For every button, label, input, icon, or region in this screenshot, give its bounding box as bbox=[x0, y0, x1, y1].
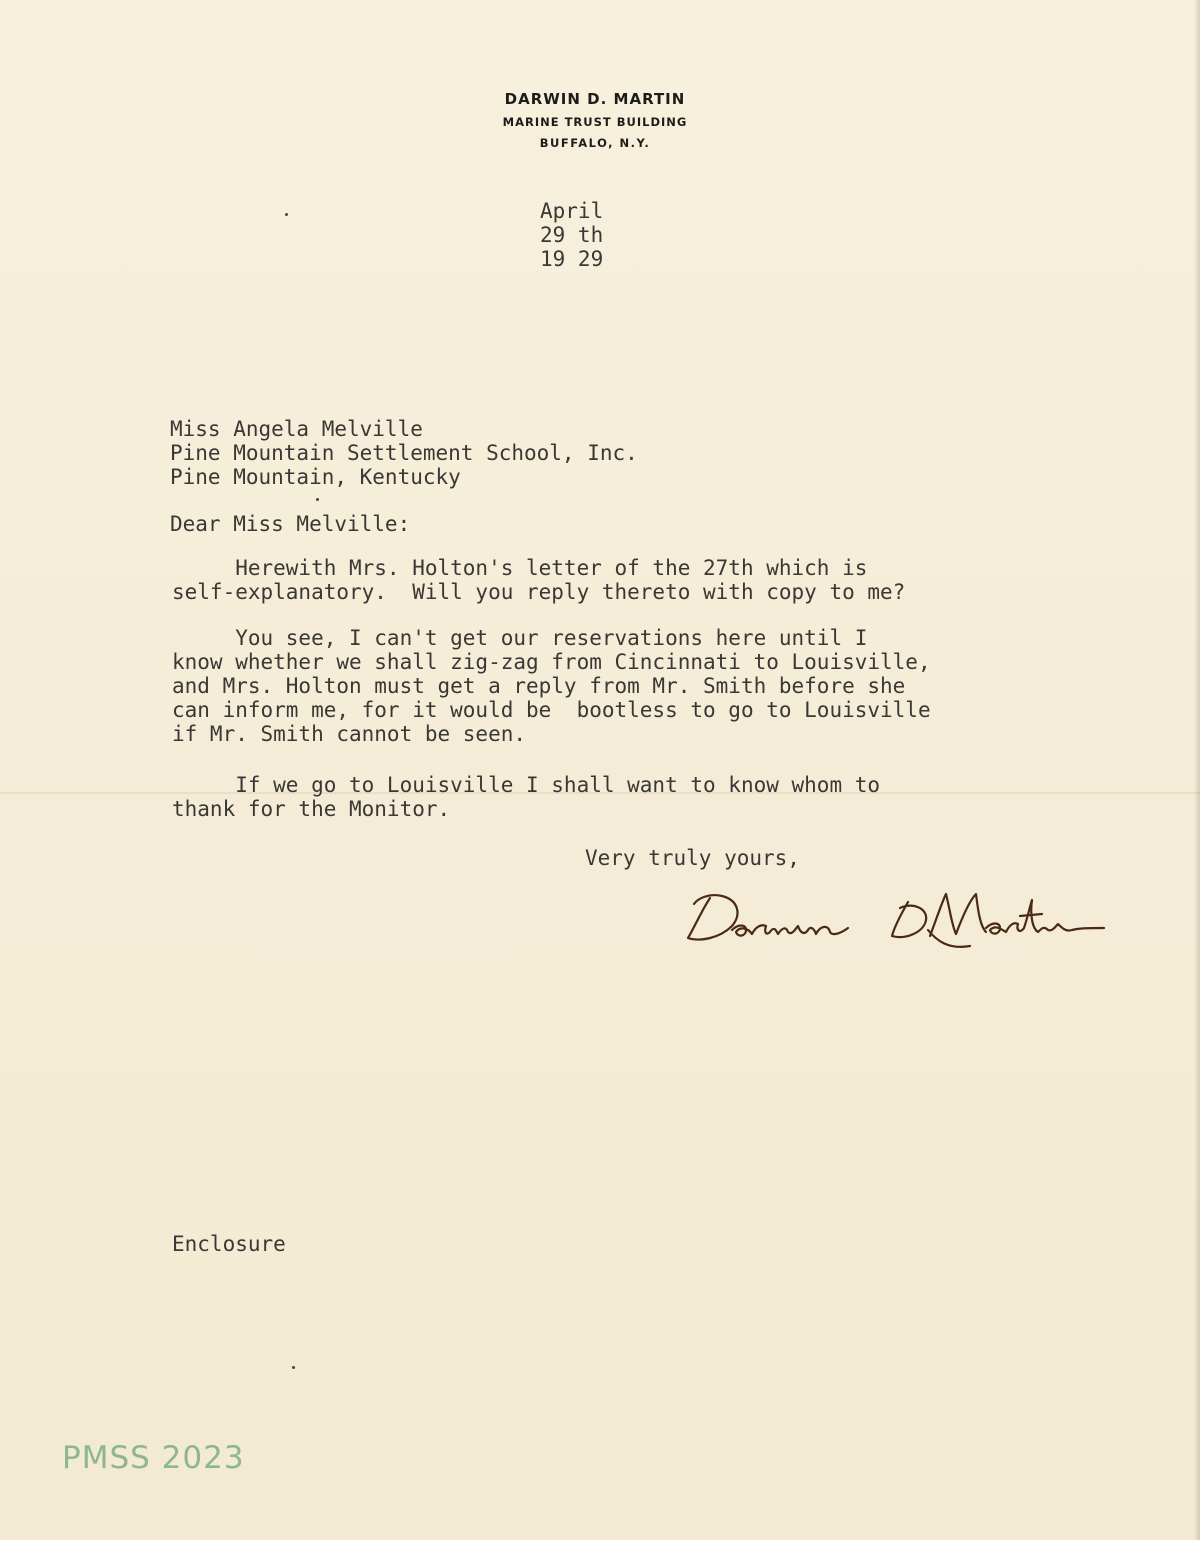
enclosure-note: Enclosure bbox=[172, 1232, 286, 1256]
complimentary-closing: Very truly yours, bbox=[585, 846, 800, 870]
paragraph-line: thank for the Monitor. bbox=[172, 797, 451, 821]
paragraph-line: can inform me, for it would be bootless to go to Louisville bbox=[172, 698, 931, 722]
handwritten-signature bbox=[680, 880, 1110, 960]
date-month: April bbox=[540, 199, 604, 223]
letterhead-building: MARINE TRUST BUILDING bbox=[502, 115, 688, 129]
recipient-name: Miss Angela Melville bbox=[170, 417, 423, 441]
letter-date bbox=[540, 199, 603, 271]
paragraph-line: if Mr. Smith cannot be seen. bbox=[172, 722, 527, 746]
paragraph-1 bbox=[172, 556, 905, 604]
paragraph-line: and Mrs. Holton must get a reply from Mr. Smith before she bbox=[172, 674, 906, 698]
date-day: 29 th bbox=[540, 223, 604, 247]
letterhead-city: BUFFALO, N.Y. bbox=[539, 136, 651, 150]
paper-speck bbox=[316, 498, 319, 501]
letterhead-name: DARWIN D. MARTIN bbox=[504, 90, 686, 108]
paragraph-3 bbox=[172, 773, 880, 821]
paragraph-line: You see, I can't get our reservations here until I bbox=[172, 626, 868, 650]
paper-speck bbox=[285, 213, 288, 216]
recipient-address bbox=[170, 417, 638, 489]
date-year: 19 29 bbox=[540, 247, 604, 271]
scan-border bbox=[0, 1540, 1200, 1548]
paper-speck bbox=[292, 1366, 295, 1369]
archive-watermark: PMSS 2023 bbox=[62, 1440, 245, 1476]
recipient-organization: Pine Mountain Settlement School, Inc. bbox=[170, 441, 638, 465]
paragraph-line: self-explanatory. Will you reply thereto with copy to me? bbox=[172, 580, 906, 604]
salutation: Dear Miss Melville: bbox=[170, 512, 411, 536]
paragraph-line: If we go to Louisville I shall want to know whom to bbox=[172, 773, 881, 797]
paragraph-line: Herewith Mrs. Holton's letter of the 27th which is bbox=[172, 556, 868, 580]
recipient-location: Pine Mountain, Kentucky bbox=[170, 465, 461, 489]
paper-edge bbox=[1194, 0, 1200, 1548]
paragraph-line: know whether we shall zig-zag from Cincinnati to Louisville, bbox=[172, 650, 931, 674]
paragraph-2 bbox=[172, 626, 931, 746]
